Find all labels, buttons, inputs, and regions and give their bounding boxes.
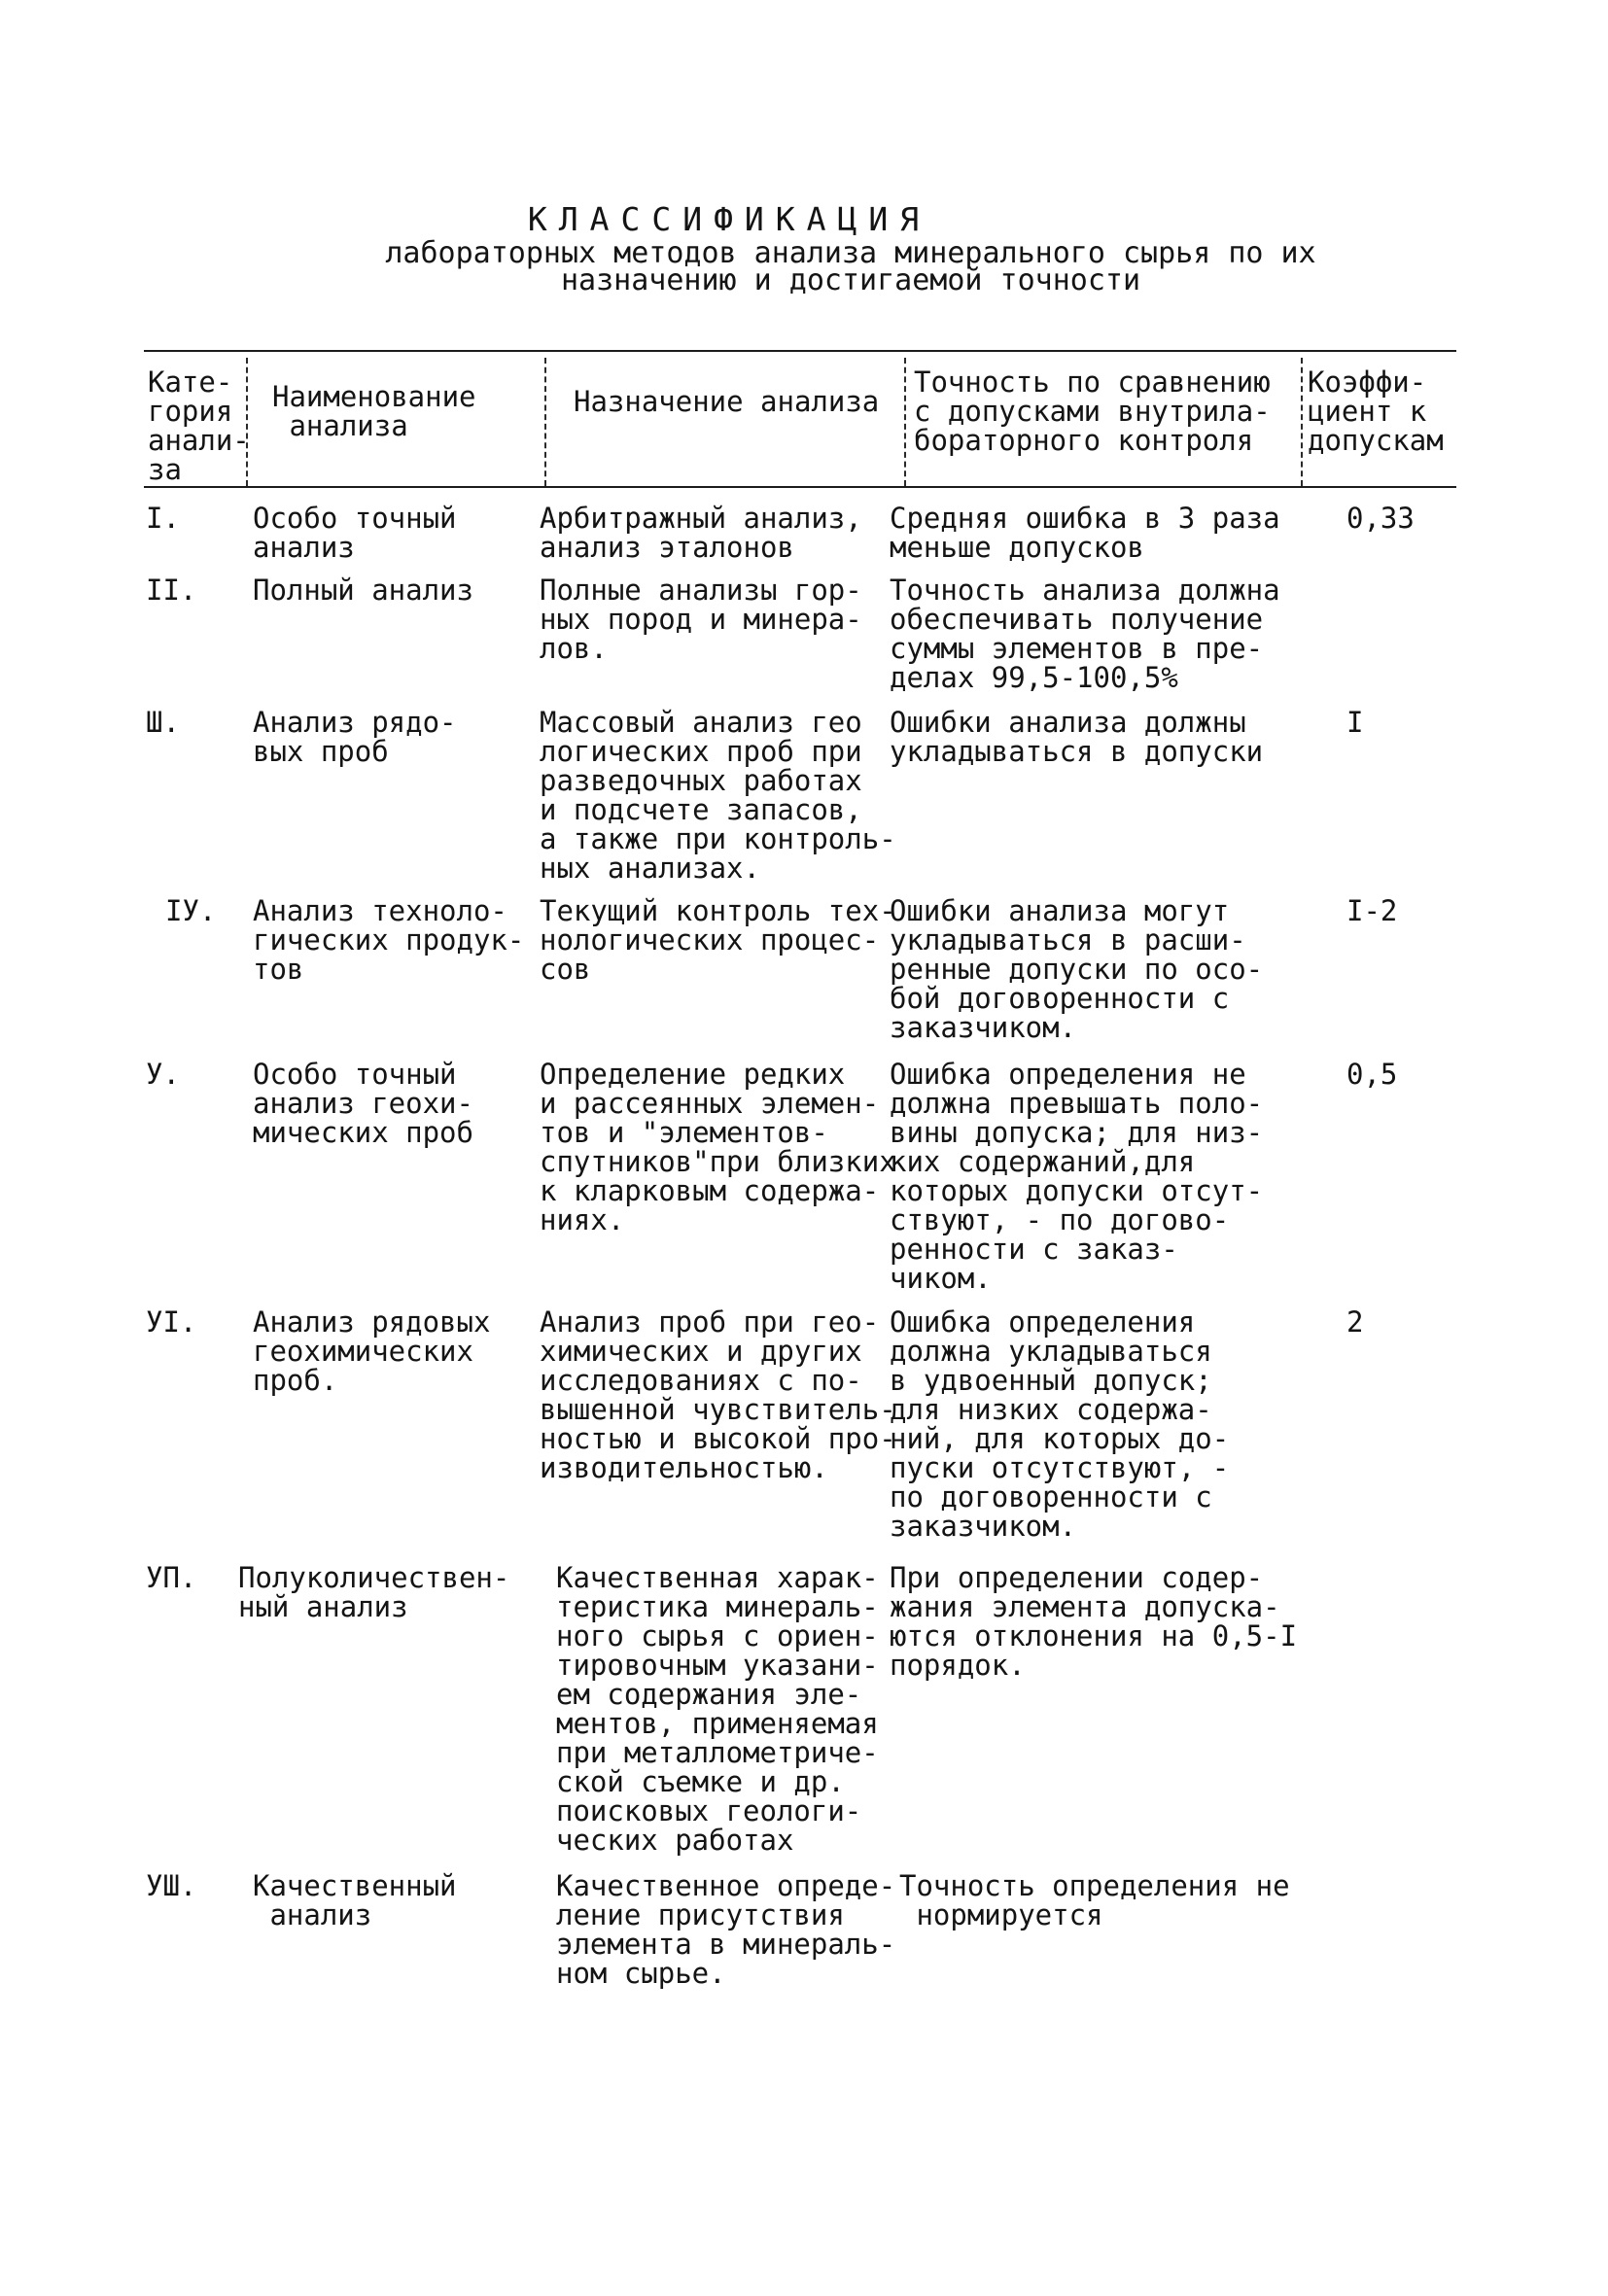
row-name: Особо точный анализ xyxy=(253,502,457,564)
row-purpose: Качественное опреде- ление присутствия элемента в минераль- ном сырье. xyxy=(556,1869,896,1990)
row-coefficient: 2 xyxy=(1346,1305,1364,1339)
row-category: IУ. xyxy=(165,894,217,927)
row-category: II. xyxy=(146,574,197,607)
row-accuracy: Точность анализа должна обеспечивать получение суммы элементов в пре- делах 99,5-100,5% xyxy=(890,574,1280,694)
row-category: УП. xyxy=(146,1561,197,1594)
column-header-accuracy: Точность по сравнению с допусками внутрила- бораторного контроля xyxy=(914,365,1271,457)
header-separator xyxy=(904,358,906,486)
column-header-purpose: Назначение анализа xyxy=(574,385,880,418)
document-subtitle: лабораторных методов анализа минерального сырья по их назначению и достигаемой точности xyxy=(385,236,1316,297)
row-name: Полный анализ xyxy=(253,574,473,607)
row-purpose: Текущий контроль тех- нологических процес- сов xyxy=(540,894,896,986)
row-coefficient: I-2 xyxy=(1346,894,1398,927)
column-header-coefficient: Коэффи- циент к допускам xyxy=(1308,365,1444,457)
row-name: Анализ рядовых геохимических проб. xyxy=(253,1305,491,1397)
row-accuracy: Ошибка определения не должна превышать поло- вины допуска; для низ- ких содержаний,для которых допуски отсут- ствуют, - по догово- ренности с заказ- чиком. xyxy=(890,1058,1264,1295)
row-purpose: Определение редких и рассеянных элемен- тов и "элементов- спутников"при близких к кларковым содержа- ниях. xyxy=(540,1058,896,1236)
row-purpose: Полные анализы гор- ных пород и минера- лов. xyxy=(540,574,862,665)
row-category: УI. xyxy=(146,1305,197,1339)
row-accuracy: При определении содер- жания элемента допуска- ются отклонения на 0,5-I порядок. xyxy=(890,1561,1298,1682)
row-name: Качественный анализ xyxy=(253,1869,457,1931)
row-accuracy: Ошибки анализа должны укладываться в допуски xyxy=(890,706,1264,768)
header-separator xyxy=(1301,358,1303,486)
column-header-category: Кате- гория анали- за xyxy=(148,365,250,486)
row-coefficient: 0,5 xyxy=(1346,1058,1398,1091)
header-separator xyxy=(544,358,546,486)
row-name: Полуколичествен- ный анализ xyxy=(238,1561,510,1623)
row-coefficient: I xyxy=(1346,706,1364,739)
row-purpose: Качественная харак- теристика минераль- ного сырья с ориен- тировочным указани- ем содержания эле- ментов, применяемая при металлометриче- ской съемке и др. поисковых геологи- ческих работах xyxy=(556,1561,879,1857)
document-title: КЛАССИФИКАЦИЯ xyxy=(527,200,931,238)
row-accuracy: Точность определения не нормируется xyxy=(899,1869,1290,1931)
row-purpose: Массовый анализ гео логических проб при разведочных работах и подсчете запасов, а также при контроль- ных анализах. xyxy=(540,706,896,885)
row-category: УШ. xyxy=(146,1869,197,1902)
row-accuracy: Ошибки анализа могут укладываться в расши- ренные допуски по осо- бой договоренности с заказчиком. xyxy=(890,894,1264,1044)
row-accuracy: Средняя ошибка в 3 раза меньше допусков xyxy=(890,502,1280,564)
row-purpose: Арбитражный анализ, анализ эталонов xyxy=(540,502,862,564)
row-coefficient: 0,33 xyxy=(1346,502,1415,535)
row-name: Анализ техноло- гических продук- тов xyxy=(253,894,525,986)
table-top-rule xyxy=(144,350,1456,352)
row-accuracy: Ошибка определения должна укладываться в удвоенный допуск; для низких содержа- ний, для которых до- пуски отсутствуют, - по договоренности с заказчиком. xyxy=(890,1305,1230,1543)
row-category: У. xyxy=(146,1058,180,1091)
column-header-name: Наименование анализа xyxy=(272,380,476,442)
row-purpose: Анализ проб при гео- химических и других исследованиях с по- вышенной чувствитель- ностью и высокой про- изводительностью. xyxy=(540,1305,896,1484)
row-category: I. xyxy=(146,502,180,535)
row-category: Ш. xyxy=(146,706,180,739)
row-name: Особо точный анализ геохи- мических проб xyxy=(253,1058,473,1149)
row-name: Анализ рядо- вых проб xyxy=(253,706,457,768)
header-bottom-rule xyxy=(144,486,1456,488)
